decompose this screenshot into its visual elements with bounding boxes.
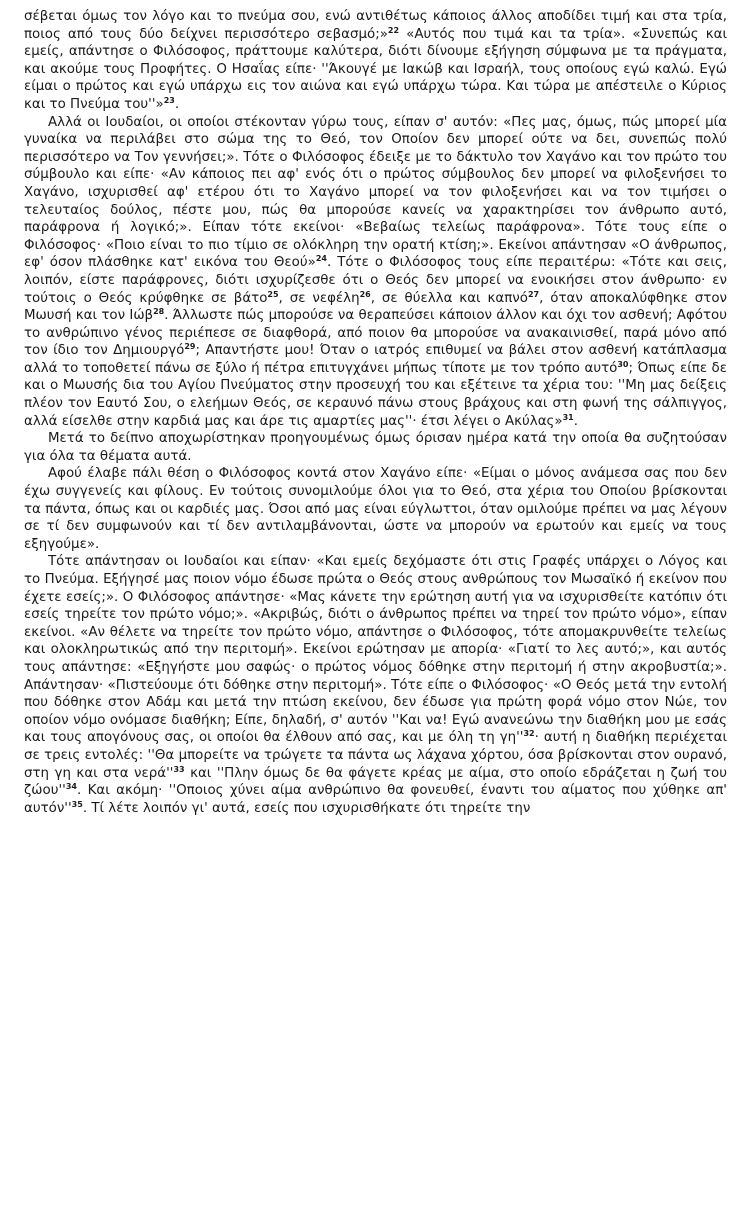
paragraph-text: . Τί λέτε λοιπόν γι' αυτά, εσείς που ισχυρισθήκατε ότι τηρείτε την [82,800,531,816]
paragraph-text: . [573,413,579,429]
paragraph-text: , σε νεφέλη [278,290,360,306]
paragraph-text: και ''Πλην όμως δε θα φάγετε κρέας με αίμα, στο οποίο εδράζεται η ζωή του ζώου'' [24,765,727,799]
paragraph-text: Αφού έλαβε πάλι θέση ο Φιλόσοφος κοντά στον Χαγάνο είπε· «Είμαι ο μόνος ανάμεσα σας που δεν έχω συγγενείς και φίλους. Εν τούτοις συνομιλούμε όλοι για το Θεό, στα χέρια του Οποίου βρίσκονται τα πάντα, όπως και οι καρδιές μας. Όσοι από μας είναι εύγλωττοι, όταν ομιλούμε πρέπει να μας λέγουν σε τί δεν συμφωνούν και τί δεν αντιλαμβάνονται, ώστε να μπορούν να ερωτούν και εμείς να τους εξηγούμε». [24,466,727,552]
body-paragraph [24,553,727,817]
paragraph-text: . Τότε ο Φιλόσοφος τους είπε περαιτέρω: «Τότε και σεις, λοιπόν, είστε παράφρονες, διότι ισχυρίζεσθε ότι ο Θεός δεν μπορεί να ενοικήσει στον άνθρωπο· εν τούτοις ο Θεός κρύφθηκε σε βάτο [24,255,728,306]
footnote-reference: 22 [387,25,400,35]
body-paragraph [24,465,727,553]
paragraph-text: σέβεται όμως τον λόγο και το πνεύμα σου, ενώ αντιθέτως κάποιος άλλος αποδίδει τιμή και στα τρία, ποιος από τους δύο δείχνει περισσότερο σεβασμό;» [24,9,727,42]
body-paragraph [24,114,727,431]
paragraph-text: , όταν αποκαλύφθηκε στον Μωυσή και τον Ιώβ [24,290,727,324]
paragraph-text: «Αυτός που τιμά και τα τρία». «Συνεπώς και εμείς, απάντησε ο Φιλόσοφος, πράττουμε καλύτερα, διότι δίνουμε εξήγηση σύμφωνα με τα πράγματα, και ακούμε τους Προφήτες. Ο Ησαΐας είπε· ''Άκουγέ με Ιακώβ και Ισραήλ, τους οποίους εγώ καλώ. Εγώ είμαι ο πρώτος και εγώ υπάρχω εις τον αιώνα και εγώ υπάρχω τώρα. Και τώρα με απέστειλε ο Κύριος και το Πνεύμα του''» [24,26,727,112]
footnote-reference: 35 [71,799,83,809]
paragraph-text: · αυτή η διαθήκη περιέχεται σε τρεις εντολές: ''Θα μπορείτε να τρώγετε τα πάντα ως λάχανα χόρτου, όσα βρίσκονται στον ουρανό, στη γη και στα νερά'' [24,730,728,781]
paragraph-text: , σε θύελλα και καπνό [370,290,528,306]
paragraph-text: Μετά το δείπνο αποχωρίστηκαν προηγουμένως όμως όρισαν ημέρα κατά την οποία θα συζητούσαν για όλα τα θέματα αυτά. [24,431,727,464]
footnote-reference: 25 [267,289,279,299]
footnote-reference: 27 [527,289,540,299]
footnote-reference: 34 [65,782,77,792]
footnote-reference: 28 [153,307,165,317]
paragraph-text: ; Όπως είπε δε και ο Μωυσής δια του Αγίου Πνεύματος στην προσευχή του και εξέτεινε τα χέρια του: ''Μη μας δείξεις πλέον τον Εαυτό Σου, ο ελεήμων Θεός, σε κεραυνό πάνω στους βράχους και στη φωνή της σάλπιγγος, αλλά είσελθε στην καρδιά μας και άρε τις αμαρτίες μας''· έτσι λέγει ο Ακύλας» [24,360,727,429]
paragraph-text: . Και ακόμη· ''Οποιος χύνει αίμα ανθρώπινο θα φονευθεί, έναντι του αίματος που χύθηκε απ' αυτόν'' [24,783,727,816]
body-paragraph [24,8,727,114]
paragraph-text: Αλλά οι Ιουδαίοι, οι οποίοι στέκονταν γύρω τους, είπαν σ' αυτόν: «Πες μας, όμως, πώς μπορεί μία γυναίκα να περιλάβει στο σώμα της το Θεό, τον Οποίον δεν μπορεί ούτε να δει, συνεπώς πολύ περισσότερο να Τον γεννήσει;». Τότε ο Φιλόσοφος έδειξε με το δάκτυλο τον Χαγάνο και τον πρώτο του σύμβουλο και είπε· «Αν κάποιος πει αφ' ενός ότι ο πρώτος σύμβουλος δεν μπορεί να φιλοξενήσει το Χαγάνο, ισχυρισθεί αφ' ετέρου ότι το Χαγάνο μπορεί να τον φιλοξενήσει και να τον τιμήσει ο τελευταίος δούλος, πέστε μου, πώς θα μπορούσε κανείς να χαρακτηρίσει τον άνθρωπο αυτό, παράφρονα ή λογικό;». Είπαν τότε εκείνοι· «Βεβαίως τελείως παράφρονα». Τότε τους είπε ο Φιλόσοφος· «Ποιο είναι το πιο τίμιο σε ολόκληρη την ορατή κτίση;». Εκείνοι απάντησαν «Ο άνθρωπος, εφ' όσον πλάσθηκε κατ' εικόνα του Θεού» [24,114,727,271]
paragraph-text: Τότε απάντησαν οι Ιουδαίοι και είπαν· «Και εμείς δεχόμαστε ότι στις Γραφές υπάρχει ο Λόγος και το Πνεύμα. Εξήγησέ μας ποιον νόμο έδωσε πρώτα ο Θεός στους ανθρώπους τον Μωσαϊκό ή εκείνον που έχετε εσείς;». Ο Φιλόσοφος απάντησε· «Μας κάνετε την ερώτηση αυτή για να ισχυρισθείτε κατόπιν ότι εσείς τηρείτε τον πρώτο νόμο;». «Ακριβώς, διότι ο άνθρωπος πρέπει να τηρεί τον πρώτο νόμο», είπαν εκείνοι. «Αν θέλετε να τηρείτε τον πρώτο νόμο, απάντησε ο Φιλόσοφος, τότε απομακρυνθείτε τελείως και ολοκληρωτικώς από την περιτομή». Εκείνοι ερώτησαν με απορία· «Γιατί το λες αυτό;», και αυτός τους απάντησε: «Εξηγήστε μου σαφώς· ο πρώτος νόμος δόθηκε στην περιτομή ή στην ακροβυστία;». Απάντησαν· «Πιστεύουμε ότι δόθηκε στην περιτομή». Τότε είπε ο Φιλόσοφος· «Ο Θεός μετά την εντολή που δόθηκε στον Αδάμ και μετά την πτώση εκείνου, δεν έδωσε για πρώτη φορά νόμο στον Νώε, τον οποίον νόμο ονόμασε διαθήκη; Είπε, δηλαδή, σ' αυτόν ''Και να! Εγώ ανανεώνω την διαθήκη μου με εσάς και τους απογόνους σας, οι οποίοι θα έλθουν από σας, και με όλη τη γη'' [24,554,727,746]
footnote-reference: 23 [163,95,175,105]
body-paragraph [24,430,727,465]
footnote-reference: 31 [562,412,574,422]
footnote-reference: 33 [173,764,185,774]
footnote-reference: 32 [523,729,535,739]
footnote-reference: 24 [315,254,327,264]
paragraph-text: . Άλλωστε πώς μπορούσε να θεραπεύσει κάποιον άλλον και όχι τον ασθενή; Αφότου το ανθρώπινο γένος περιέπεσε σε διαφθορά, από ποιον θα μπορούσε να ανακαινισθεί, παρά μόνο από τον ίδιο τον Δημιουργό [24,308,727,359]
footnote-reference: 30 [617,359,629,369]
footnote-reference: 26 [359,289,371,299]
footnote-reference: 29 [184,342,196,352]
paragraph-text: . [174,96,180,112]
paragraph-text: ; Απαντήστε μου! Όταν ο ιατρός επιθυμεί να βάλει στον ασθενή κατάπλασμα αλλά το τοποθετεί πάνω σε ξύλο ή πέτρα επιτυγχάνει μήπως τίποτε με τον τρόπο αυτό [24,343,727,376]
